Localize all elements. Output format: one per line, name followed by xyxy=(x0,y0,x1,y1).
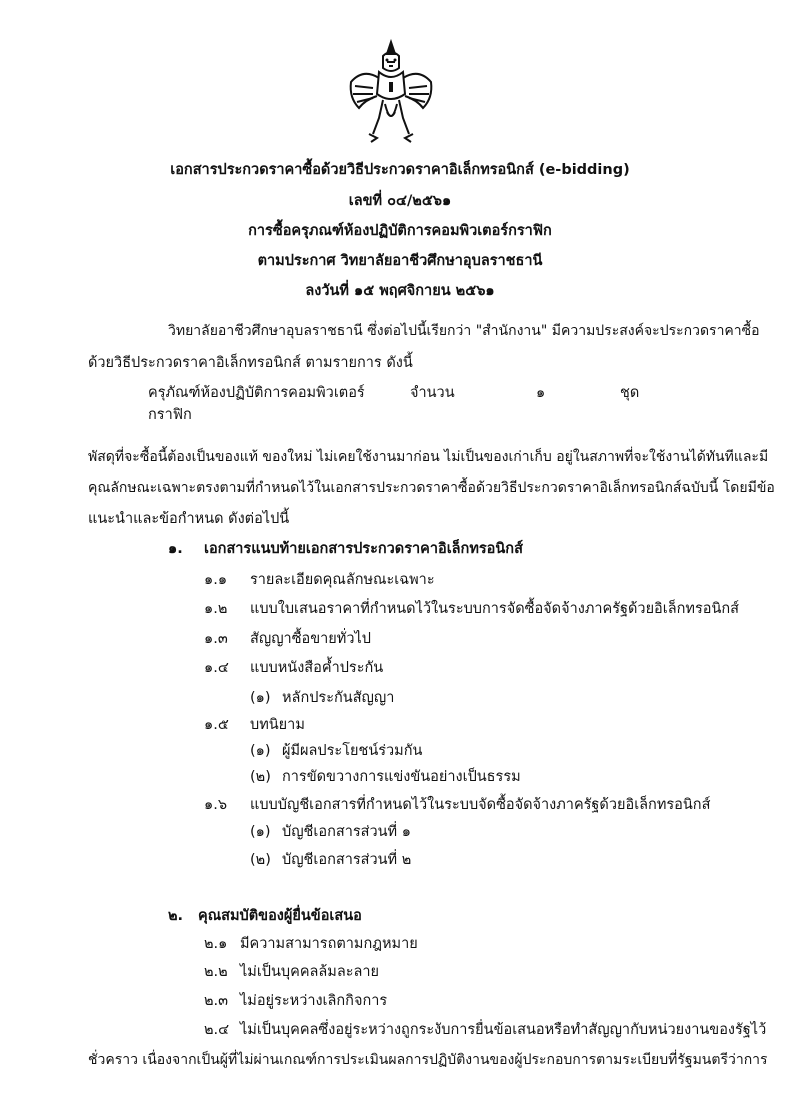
item-1-6: แบบบัญชีเอกสารที่กำหนดไว้ในระบบจัดซื้อจัดจ้างภาครัฐด้วยอิเล็กทรอนิกส์ xyxy=(250,797,711,813)
subitem-1-5-1: ผู้มีผลประโยชน์ร่วมกัน xyxy=(282,743,423,759)
subitem-1-4-1-number: (๑) xyxy=(250,690,271,706)
subitem-1-5-1-number: (๑) xyxy=(250,743,271,759)
item-qty: ๑ xyxy=(536,385,546,401)
item-name: ครุภัณฑ์ห้องปฏิบัติการคอมพิวเตอร์ xyxy=(148,385,365,401)
garuda-emblem xyxy=(343,38,439,146)
item-2-3: ไม่อยู่ระหว่างเลิกกิจการ xyxy=(240,993,388,1009)
item-unit: ชุด xyxy=(620,385,640,401)
subitem-1-6-2: บัญชีเอกสารส่วนที่ ๒ xyxy=(282,852,412,868)
section-1-number: ๑. xyxy=(168,541,183,557)
item-1-5: บทนิยาม xyxy=(250,717,305,733)
para2-line-2: คุณลักษณะเฉพาะตรงตามที่กำหนดไว้ในเอกสารประกวดราคาซื้อด้วยวิธีประกวดราคาอิเล็กทรอนิกส์ฉบับนี้ โดยมีข้อ xyxy=(88,480,775,496)
section-2-number: ๒. xyxy=(168,908,184,924)
subitem-1-5-2: การขัดขวางการแข่งขันอย่างเป็นธรรม xyxy=(282,769,521,785)
item-1-5-number: ๑.๕ xyxy=(204,717,229,733)
para2-line-1: พัสดุที่จะซื้อนี้ต้องเป็นของแท้ ของใหม่ ไม่เคยใช้งานมาก่อน ไม่เป็นของเก่าเก็บ อยู่ในสภาพที่จะใช้งานได้ทันทีและมี xyxy=(88,449,769,465)
item-1-4: แบบหนังสือค้ำประกัน xyxy=(250,660,384,676)
item-2-4: ไม่เป็นบุคคลซึ่งอยู่ระหว่างถูกระงับการยื่นข้อเสนอหรือทำสัญญากับหน่วยงานของรัฐไว้ xyxy=(240,1022,767,1038)
item-2-4-cont: ชั่วคราว เนื่องจากเป็นผู้ที่ไม่ผ่านเกณฑ์การประเมินผลการปฏิบัติงานของผู้ประกอบการตามระเบียบที่รัฐมนตรีว่าการ xyxy=(88,1052,768,1068)
doc-number: เลขที่ ๐๔/๒๕๖๑ xyxy=(348,193,452,209)
subitem-1-6-1: บัญชีเอกสารส่วนที่ ๑ xyxy=(282,824,411,840)
doc-date: ลงวันที่ ๑๕ พฤศจิกายน ๒๕๖๑ xyxy=(305,283,495,299)
item-2-1: มีความสามารถตามกฎหมาย xyxy=(240,936,418,952)
item-2-1-number: ๒.๑ xyxy=(204,936,228,952)
section-2-title: คุณสมบัติของผู้ยื่นข้อเสนอ xyxy=(198,908,362,924)
subitem-1-5-2-number: (๒) xyxy=(250,769,271,785)
intro-line-1: วิทยาลัยอาชีวศึกษาอุบลราชธานี ซึ่งต่อไปนี้เรียกว่า "สำนักงาน" มีความประสงค์จะประกวดราคาซื้อ xyxy=(168,323,760,339)
subitem-1-6-2-number: (๒) xyxy=(250,852,271,868)
doc-subject: การซื้อครุภณฑ์ห้องปฏิบัติการคอมพิวเตอร์กราฟิก xyxy=(248,223,552,239)
subitem-1-6-1-number: (๑) xyxy=(250,824,271,840)
section-1-title: เอกสารแนบท้ายเอกสารประกวดราคาอิเล็กทรอนิกส์ xyxy=(204,541,523,557)
item-1-4-number: ๑.๔ xyxy=(204,660,229,676)
para2-line-3: แนะนำและข้อกำหนด ดังต่อไปนี้ xyxy=(88,511,290,527)
item-1-2: แบบใบเสนอราคาที่กำหนดไว้ในระบบการจัดซื้อจัดจ้างภาครัฐด้วยอิเล็กทรอนิกส์ xyxy=(250,601,739,617)
item-1-6-number: ๑.๖ xyxy=(204,797,228,813)
item-2-2: ไม่เป็นบุคคลล้มละลาย xyxy=(240,964,380,980)
doc-title: เอกสารประกวดราคาซื้อด้วยวิธีประกวดราคาอิเล็กทรอนิกส์ (e-bidding) xyxy=(170,162,630,178)
item-name-cont: กราฟิก xyxy=(148,407,192,423)
intro-line-2: ด้วยวิธีประกวดราคาอิเล็กทรอนิกส์ ตามรายการ ดังนี้ xyxy=(88,355,413,371)
doc-announcement: ตามประกาศ วิทยาลัยอาชีวศึกษาอุบลราชธานี xyxy=(257,253,543,269)
item-qty-label: จำนวน xyxy=(410,385,455,401)
item-1-3: สัญญาซื้อขายทั่วไป xyxy=(250,631,371,647)
item-1-3-number: ๑.๓ xyxy=(204,631,228,647)
item-2-2-number: ๒.๒ xyxy=(204,964,228,980)
item-1-1-number: ๑.๑ xyxy=(204,572,228,588)
item-1-2-number: ๑.๒ xyxy=(204,601,228,617)
subitem-1-4-1: หลักประกันสัญญา xyxy=(282,690,395,706)
item-2-3-number: ๒.๓ xyxy=(204,993,229,1009)
item-2-4-number: ๒.๔ xyxy=(204,1022,230,1038)
item-1-1: รายละเอียดคุณลักษณะเฉพาะ xyxy=(250,572,435,588)
